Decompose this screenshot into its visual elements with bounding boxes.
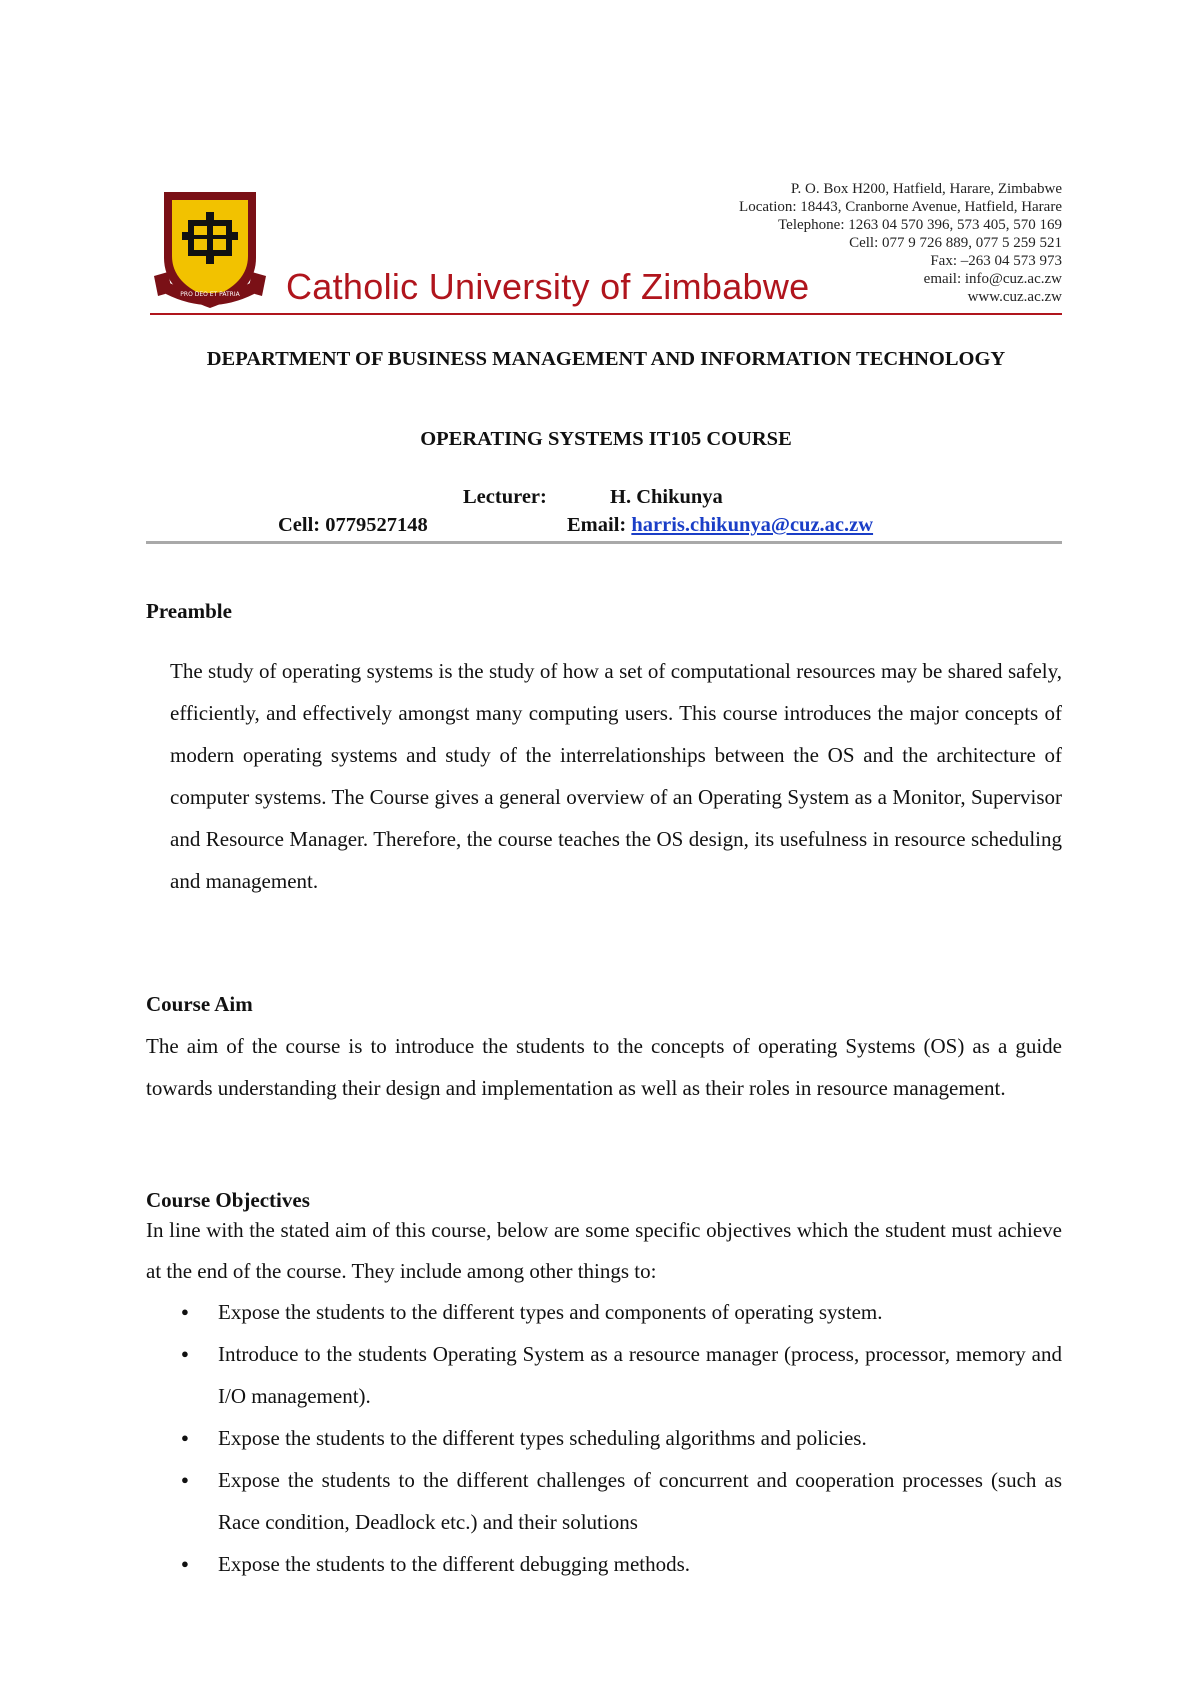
objective-item: ● Expose the students to the different debugging methods. xyxy=(146,1543,1062,1585)
contact-telephone: Telephone: 1263 04 570 396, 573 405, 570 169 xyxy=(778,217,1062,233)
objective-item: ● Expose the students to the different types scheduling algorithms and policies. xyxy=(146,1417,1062,1459)
lecturer-name: H. Chikunya xyxy=(610,486,723,508)
preamble-text: The study of operating systems is the study of how a set of computational resources may be shared safely, efficiently, and effectively amongst many computing users. This course introduces the major concepts of modern operating systems and study of the interrelationships between the OS and the architecture of computer systems. The Course gives a general overview of an Operating System as a Monitor, Supervisor and Resource Manager. Therefore, the course teaches the OS design, its usefulness in resource scheduling and management. xyxy=(170,659,1062,893)
course-aim-text: The aim of the course is to introduce the students to the concepts of operating Systems (OS) as a guide towards understanding their design and implementation as well as their roles in resource management. xyxy=(146,1034,1062,1100)
email-link[interactable]: harris.chikunya@cuz.ac.zw xyxy=(631,514,874,536)
objective-item: ● Introduce to the students Operating System as a resource manager (process, processor, memory and I/O management). xyxy=(146,1333,1062,1417)
contact-block xyxy=(739,180,1062,306)
contact-location: Location: 18443, Cranborne Avenue, Hatfield, Harare xyxy=(739,199,1062,215)
objective-item: ● Expose the students to the different types and components of operating system. xyxy=(146,1291,1062,1333)
crest-motto: PRO DEO ET PATRIA xyxy=(180,291,240,298)
course-title: OPERATING SYSTEMS IT105 COURSE xyxy=(420,428,792,450)
course-objectives-heading: Course Objectives xyxy=(146,1188,310,1212)
letterhead-divider xyxy=(150,313,1062,315)
lecturer-cell: Cell: 0779527148 xyxy=(278,514,428,536)
email-label: Email: xyxy=(567,514,627,536)
contact-email: email: info@cuz.ac.zw xyxy=(923,271,1062,287)
university-name: Catholic University of Zimbabwe xyxy=(286,266,810,307)
objective-item: ● Expose the students to the different challenges of concurrent and cooperation processes (such as Race condition, Deadlock etc.) and their solutions xyxy=(146,1459,1062,1543)
university-crest-logo xyxy=(150,188,270,314)
department-title: DEPARTMENT OF BUSINESS MANAGEMENT AND INFORMATION TECHNOLOGY xyxy=(206,348,1006,370)
preamble-heading: Preamble xyxy=(146,599,232,623)
contact-cell: Cell: 077 9 726 889, 077 5 259 521 xyxy=(849,235,1062,251)
objectives-list xyxy=(146,1291,1062,1585)
lecturer-email xyxy=(567,514,873,537)
contact-fax: Fax: –263 04 573 973 xyxy=(930,253,1062,269)
course-objectives-intro: In line with the stated aim of this course, below are some specific objectives which the student must achieve at the end of the course. They include among other things to: xyxy=(146,1218,1062,1283)
contact-website: www.cuz.ac.zw xyxy=(967,289,1062,305)
course-aim-heading: Course Aim xyxy=(146,992,253,1016)
lecturer-label: Lecturer: xyxy=(463,486,547,508)
contact-po-box: P. O. Box H200, Hatfield, Harare, Zimbabwe xyxy=(790,181,1062,197)
title-divider xyxy=(146,541,1062,544)
